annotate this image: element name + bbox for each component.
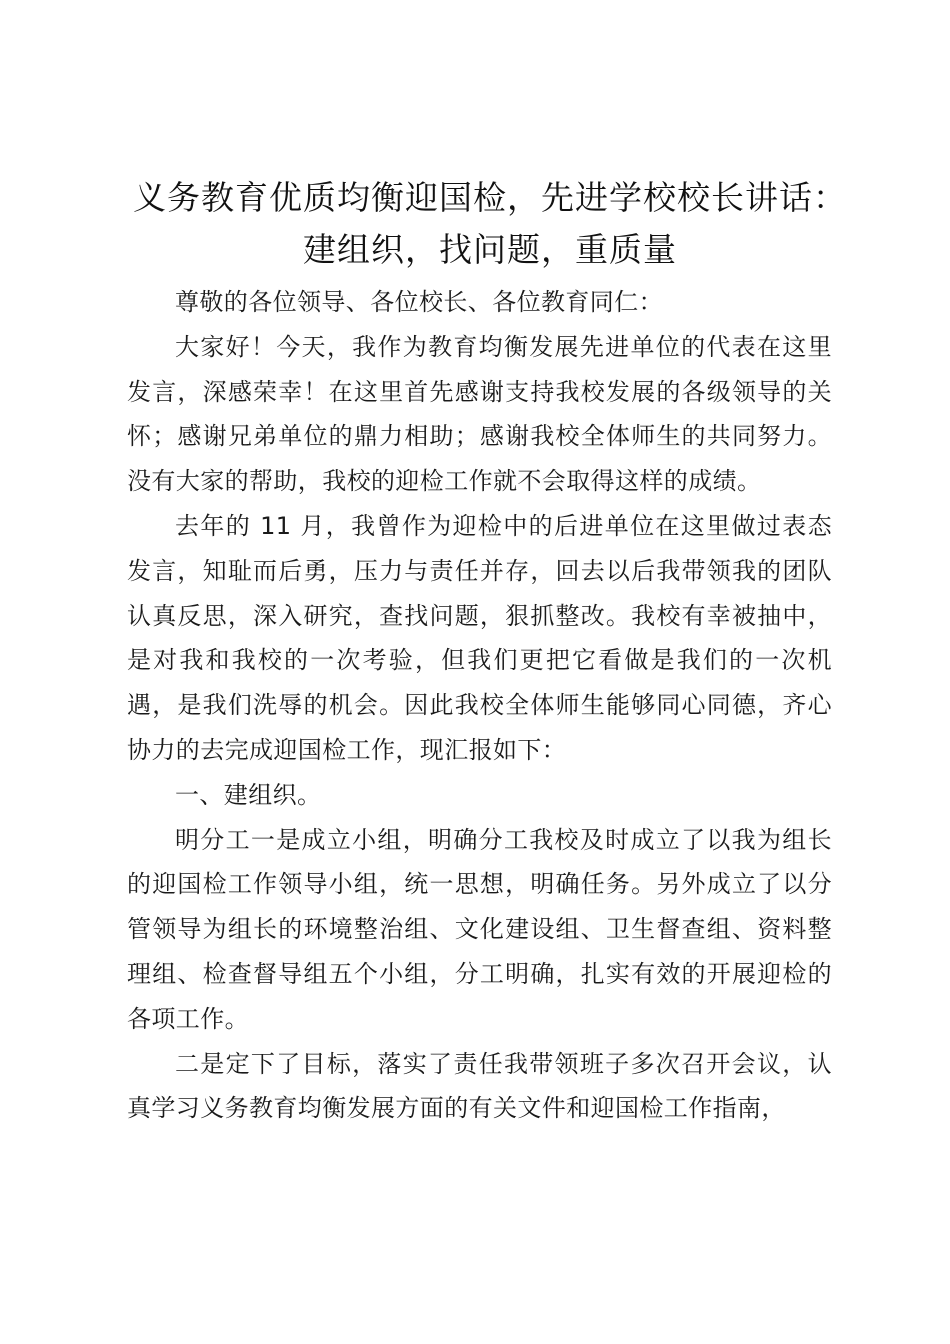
document-title	[100, 172, 880, 276]
paragraph-goals: 二是定下了目标，落实了责任我带领班子多次召开会议，认真学习义务教育均衡发展方面的有关文件和迎国检工作指南，	[127, 1049, 832, 1123]
section-heading-1: 一、建组织。	[175, 780, 322, 809]
document-body	[127, 280, 832, 1131]
paragraph-salutation: 尊敬的各位领导、各位校长、各位教育同仁：	[175, 288, 663, 316]
paragraph-background: 去年的 11 月，我曾作为迎检中的后进单位在这里做过表态发言，知耻而后勇，压力与责任并存，回去以后我带领我的团队认真反思，深入研究，查找问题，狠抓整改。我校有幸被抽中，是对我和我校的一次考验，但我们更把它看做是我们的一次机遇，是我们洗辱的机会。因此我校全体师生能够同心同德，齐心协力的去完成迎国检工作，现汇报如下：	[127, 511, 832, 764]
title-line-1: 义务教育优质均衡迎国检，先进学校校长讲话：	[133, 178, 847, 217]
title-line-2: 建组织，找问题，重质量	[303, 230, 677, 269]
paragraph-greeting: 大家好！今天，我作为教育均衡发展先进单位的代表在这里发言，深感荣幸！在这里首先感谢支持我校发展的各级领导的关怀；感谢兄弟单位的鼎力相助；感谢我校全体师生的共同努力。没有大家的帮助，我校的迎检工作就不会取得这样的成绩。	[127, 332, 832, 496]
paragraph-organization: 明分工一是成立小组，明确分工我校及时成立了以我为组长的迎国检工作领导小组，统一思想，明确任务。另外成立了以分管领导为组长的环境整治组、文化建设组、卫生督查组、资料整理组、检查督导组五个小组，分工明确，扎实有效的开展迎检的各项工作。	[127, 825, 832, 1033]
